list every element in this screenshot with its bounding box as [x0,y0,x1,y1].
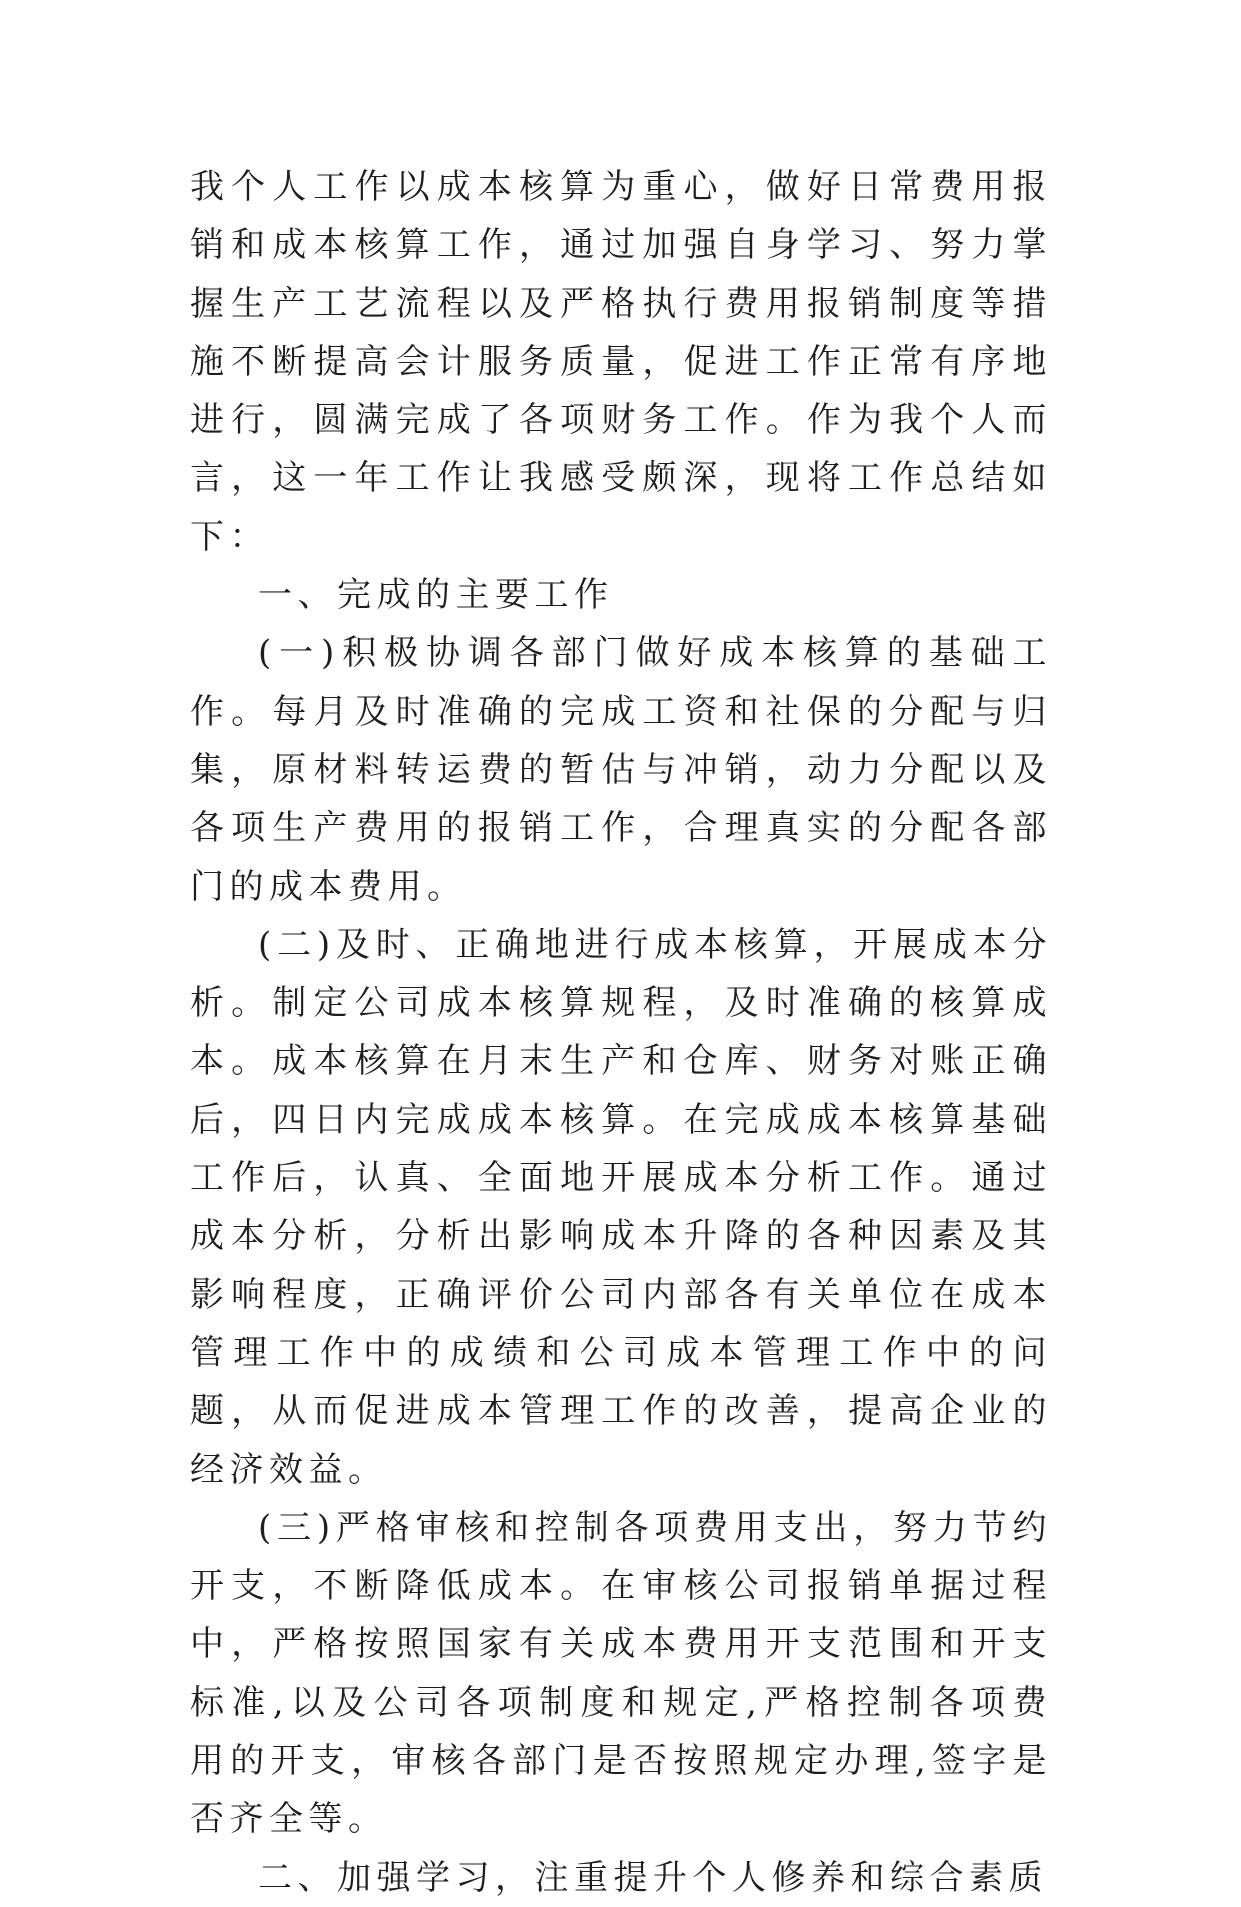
document-body [190,158,1052,1907]
subsection-paragraph-2: (二)及时、正确地进行成本核算，开展成本分析。制定公司成本核算规程，及时准确的核算成本。成本核算在月末生产和仓库、财务对账正确后，四日内完成成本核算。在完成成本核算基础工作后，认真、全面地开展成本分析工作。通过成本分析，分析出影响成本升降的各种因素及其影响程度，正确评价公司内部各有关单位在成本管理工作中的成绩和公司成本管理工作中的问题，从而促进成本管理工作的改善，提高企业的经济效益。 [190,924,1052,1490]
section-heading-2: 二、加强学习，注重提升个人修养和综合素质 [258,1857,1048,1898]
subsection-paragraph-3: (三)严格审核和控制各项费用支出，努力节约开支，不断降低成本。在审核公司报销单据过程中，严格按照国家有关成本费用开支范围和开支标准,以及公司各项制度和规定,严格控制各项费用的开支，审核各部门是否按照规定办理,签字是否齐全等。 [190,1507,1052,1840]
subsection-paragraph-1: (一)积极协调各部门做好成本核算的基础工作。每月及时准确的完成工资和社保的分配与归集，原材料转运费的暂估与冲销，动力分配以及各项生产费用的报销工作，合理真实的分配各部门的成本费用。 [190,633,1052,907]
intro-paragraph: 我个人工作以成本核算为重心，做好日常费用报销和成本核算工作，通过加强自身学习、努力掌握生产工艺流程以及严格执行费用报销制度等措施不断提高会计服务质量，促进工作正常有序地进行，圆满完成了各项财务工作。作为我个人而言，这一年工作让我感受颇深，现将工作总结如下： [190,167,1052,557]
section-heading-1: 一、完成的主要工作 [258,575,614,616]
